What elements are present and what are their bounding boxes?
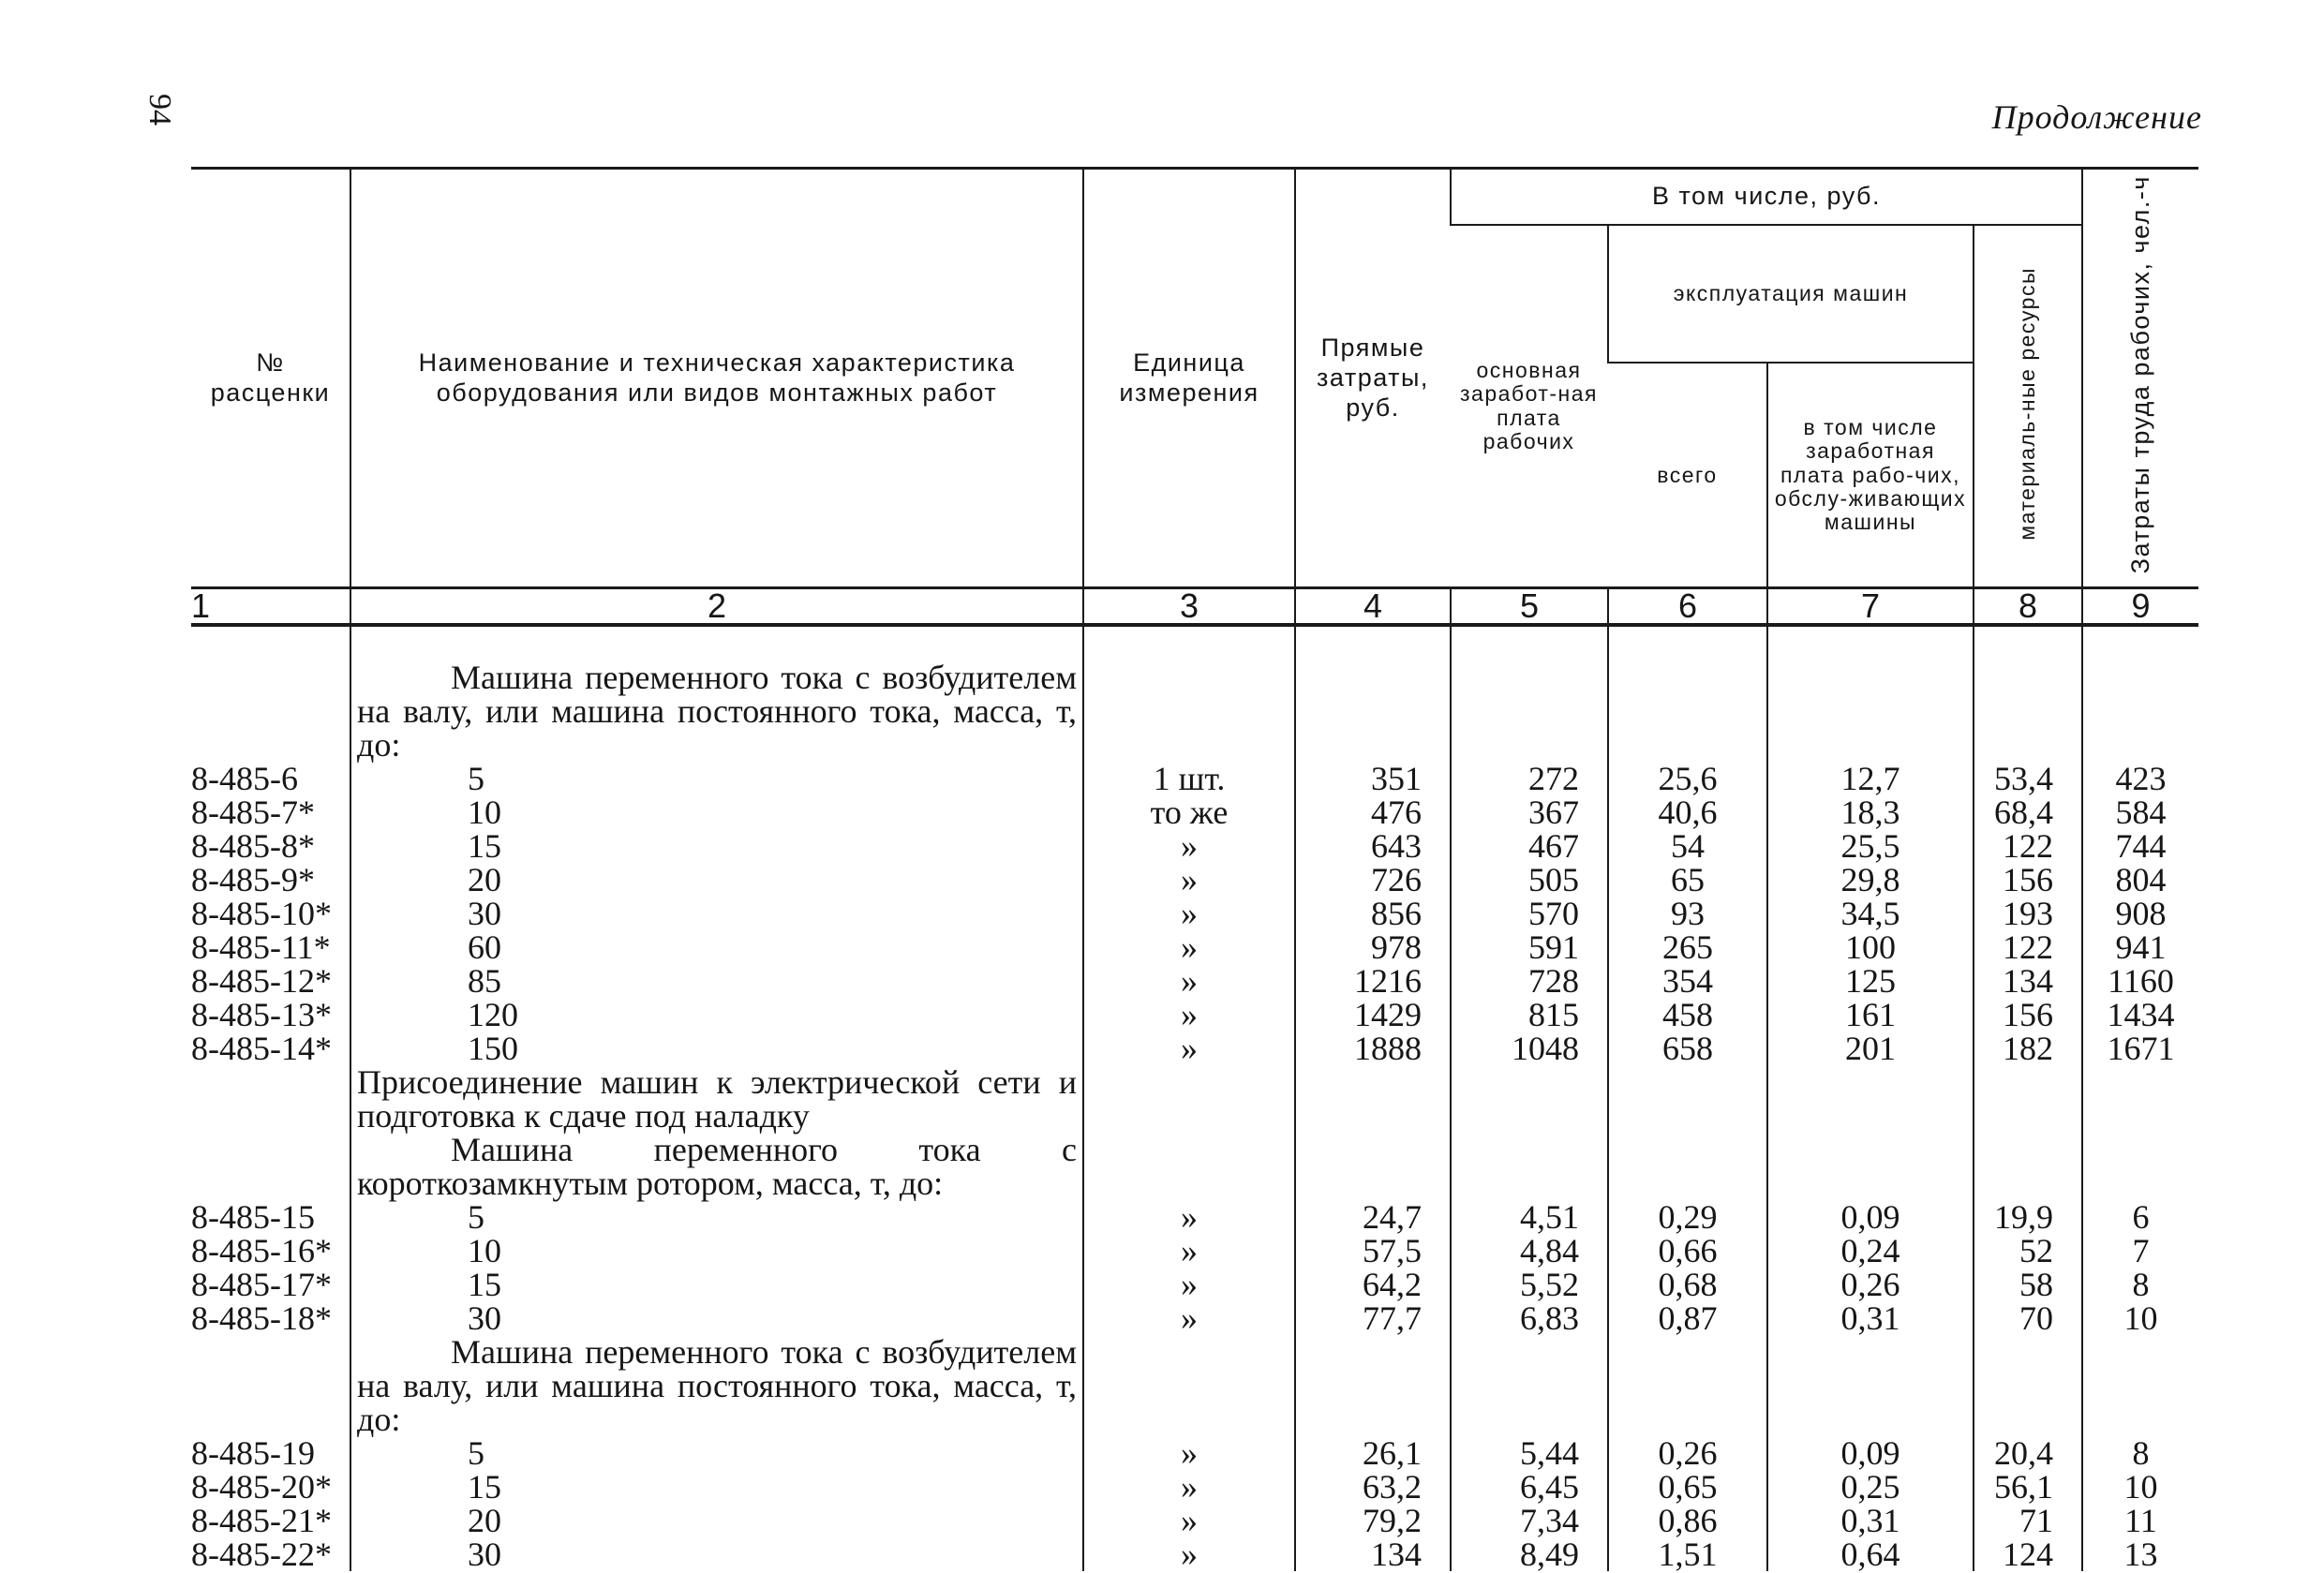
header-rate-number: № расценки xyxy=(191,169,350,588)
machines-wages-value: 0,24 xyxy=(1767,1234,1974,1268)
machines-wages-value: 0,09 xyxy=(1767,1200,1974,1234)
base-wages-value: 5,52 xyxy=(1451,1268,1608,1301)
base-wages-value: 1048 xyxy=(1451,1031,1608,1065)
unit-value: » xyxy=(1083,863,1295,897)
rate-code: 8-485-11* xyxy=(191,928,331,967)
machines-total-value: 658 xyxy=(1608,1031,1767,1065)
machines-wages-value: 161 xyxy=(1767,998,1974,1031)
mass-value: 30 xyxy=(350,1537,1083,1571)
machines-wages-value: 34,5 xyxy=(1767,897,1974,930)
machines-wages-value: 201 xyxy=(1767,1031,1974,1065)
header-machines-group: эксплуатация машин xyxy=(1608,225,1974,363)
table-row xyxy=(191,1504,2198,1537)
column-number: 4 xyxy=(1295,588,1451,626)
machines-total-value: 54 xyxy=(1608,829,1767,863)
unit-value: 1 шт. xyxy=(1083,762,1295,795)
continuation-label: Продолжение xyxy=(1991,98,2202,136)
base-wages-value: 505 xyxy=(1451,863,1608,897)
direct-costs-value: 1429 xyxy=(1295,998,1451,1031)
machines-wages-value: 25,5 xyxy=(1767,829,1974,863)
unit-value: » xyxy=(1083,1301,1295,1335)
rate-code: 8-485-7* xyxy=(191,794,315,832)
materials-value: 122 xyxy=(1974,930,2082,964)
labor-value: 13 xyxy=(2082,1537,2198,1571)
machines-wages-value: 0,31 xyxy=(1767,1301,1974,1335)
machines-wages-value: 12,7 xyxy=(1767,762,1974,795)
base-wages-value: 5,44 xyxy=(1451,1436,1608,1470)
base-wages-value: 7,34 xyxy=(1451,1504,1608,1537)
machines-total-value: 0,86 xyxy=(1608,1504,1767,1537)
labor-value: 10 xyxy=(2082,1301,2198,1335)
materials-value: 70 xyxy=(1974,1301,2082,1335)
header-labor-costs-text: Затраты труда рабочих, чел.-ч xyxy=(2125,175,2154,574)
machines-wages-value: 0,31 xyxy=(1767,1504,1974,1537)
column-number: 8 xyxy=(1974,588,2082,626)
machines-total-value: 93 xyxy=(1608,897,1767,930)
rate-code: 8-485-10* xyxy=(191,895,332,933)
direct-costs-value: 1888 xyxy=(1295,1031,1451,1065)
direct-costs-value: 26,1 xyxy=(1295,1436,1451,1470)
mass-value: 85 xyxy=(350,964,1083,998)
materials-value: 122 xyxy=(1974,829,2082,863)
header-materials-text: материаль-ные ресурсы xyxy=(2015,267,2040,541)
table-row xyxy=(191,1301,2198,1335)
materials-value: 53,4 xyxy=(1974,762,2082,795)
machines-wages-value: 0,26 xyxy=(1767,1268,1974,1301)
section-heading-row xyxy=(191,660,2198,762)
mass-value: 30 xyxy=(350,1301,1083,1335)
direct-costs-value: 64,2 xyxy=(1295,1268,1451,1301)
table-row xyxy=(191,829,2198,863)
machines-total-value: 0,29 xyxy=(1608,1200,1767,1234)
direct-costs-value: 351 xyxy=(1295,762,1451,795)
rate-code: 8-485-18* xyxy=(191,1299,332,1338)
unit-value: » xyxy=(1083,1537,1295,1571)
labor-value: 1434 xyxy=(2082,998,2198,1031)
column-number: 5 xyxy=(1451,588,1608,626)
base-wages-value: 272 xyxy=(1451,762,1608,795)
table-header xyxy=(191,169,2198,588)
table-row xyxy=(191,1031,2198,1065)
unit-value: » xyxy=(1083,998,1295,1031)
table-row xyxy=(191,964,2198,998)
labor-value: 744 xyxy=(2082,829,2198,863)
machines-wages-value: 0,64 xyxy=(1767,1537,1974,1571)
mass-value: 20 xyxy=(350,863,1083,897)
table-row xyxy=(191,897,2198,930)
mass-value: 5 xyxy=(350,1200,1083,1234)
rate-code: 8-485-21* xyxy=(191,1502,332,1540)
base-wages-value: 591 xyxy=(1451,930,1608,964)
unit-value: » xyxy=(1083,897,1295,930)
unit-value: » xyxy=(1083,1436,1295,1470)
table-row xyxy=(191,863,2198,897)
base-wages-value: 4,51 xyxy=(1451,1200,1608,1234)
base-wages-value: 4,84 xyxy=(1451,1234,1608,1268)
direct-costs-value: 57,5 xyxy=(1295,1234,1451,1268)
machines-total-value: 265 xyxy=(1608,930,1767,964)
labor-value: 584 xyxy=(2082,795,2198,829)
labor-value: 804 xyxy=(2082,863,2198,897)
section-heading: Машина переменного тока с возбудителем на валу, или машина постоянного тока, масса, т, до: xyxy=(357,659,1077,764)
direct-costs-value: 77,7 xyxy=(1295,1301,1451,1335)
labor-value: 941 xyxy=(2082,930,2198,964)
machines-total-value: 0,87 xyxy=(1608,1301,1767,1335)
column-number: 1 xyxy=(191,588,350,626)
rate-code: 8-485-13* xyxy=(191,996,332,1034)
header-machines-wages: в том числе заработная плата рабо-чих, обслу-живающих машины xyxy=(1767,363,1974,587)
materials-value: 156 xyxy=(1974,998,2082,1031)
table-row xyxy=(191,1436,2198,1470)
direct-costs-value: 1216 xyxy=(1295,964,1451,998)
column-number: 9 xyxy=(2082,588,2198,626)
unit-value: » xyxy=(1083,1200,1295,1234)
labor-value: 1160 xyxy=(2082,964,2198,998)
header-name: Наименование и техническая характеристика оборудования или видов монтажных работ xyxy=(350,169,1083,588)
header-unit: Единица измерения xyxy=(1083,169,1295,588)
base-wages-value: 815 xyxy=(1451,998,1608,1031)
labor-value: 908 xyxy=(2082,897,2198,930)
header-labor-costs xyxy=(2082,169,2198,588)
spacer-row xyxy=(191,625,2198,660)
labor-value: 1671 xyxy=(2082,1031,2198,1065)
materials-value: 58 xyxy=(1974,1268,2082,1301)
machines-total-value: 25,6 xyxy=(1608,762,1767,795)
table-row xyxy=(191,930,2198,964)
mass-value: 15 xyxy=(350,1268,1083,1301)
base-wages-value: 8,49 xyxy=(1451,1537,1608,1571)
machines-wages-value: 0,25 xyxy=(1767,1470,1974,1504)
unit-value: » xyxy=(1083,829,1295,863)
price-table xyxy=(191,167,2198,1571)
section-heading: Присоединение машин к электрической сети и подготовка к сдаче под наладку xyxy=(357,1063,1077,1135)
rate-code: 8-485-19 xyxy=(191,1434,315,1473)
direct-costs-value: 79,2 xyxy=(1295,1504,1451,1537)
column-number: 2 xyxy=(350,588,1083,626)
machines-wages-value: 100 xyxy=(1767,930,1974,964)
unit-value: то же xyxy=(1083,795,1295,829)
labor-value: 7 xyxy=(2082,1234,2198,1268)
mass-value: 150 xyxy=(350,1031,1083,1065)
direct-costs-value: 476 xyxy=(1295,795,1451,829)
materials-value: 71 xyxy=(1974,1504,2082,1537)
machines-wages-value: 125 xyxy=(1767,964,1974,998)
direct-costs-value: 978 xyxy=(1295,930,1451,964)
machines-total-value: 458 xyxy=(1608,998,1767,1031)
direct-costs-value: 856 xyxy=(1295,897,1451,930)
header-base-wages: основная заработ-ная плата рабочих xyxy=(1459,358,1599,453)
machines-total-value: 0,66 xyxy=(1608,1234,1767,1268)
materials-value: 19,9 xyxy=(1974,1200,2082,1234)
unit-value: » xyxy=(1083,964,1295,998)
direct-costs-value: 726 xyxy=(1295,863,1451,897)
section-heading: Машина переменного тока с короткозамкнутым ротором, масса, т, до: xyxy=(357,1131,1077,1203)
unit-value: » xyxy=(1083,1470,1295,1504)
table-row xyxy=(191,1537,2198,1571)
column-number: 6 xyxy=(1608,588,1767,626)
table-row xyxy=(191,1268,2198,1301)
materials-value: 156 xyxy=(1974,863,2082,897)
unit-value: » xyxy=(1083,1234,1295,1268)
rate-code: 8-485-12* xyxy=(191,962,332,1001)
rate-code: 8-485-6 xyxy=(191,760,298,798)
rate-code: 8-485-15 xyxy=(191,1198,315,1237)
labor-value: 423 xyxy=(2082,762,2198,795)
direct-costs-value: 63,2 xyxy=(1295,1470,1451,1504)
mass-value: 120 xyxy=(350,998,1083,1031)
mass-value: 60 xyxy=(350,930,1083,964)
table-row xyxy=(191,1470,2198,1504)
header-including-group: В том числе, руб. xyxy=(1451,169,2082,226)
base-wages-value: 570 xyxy=(1451,897,1608,930)
table-row xyxy=(191,1234,2198,1268)
materials-value: 124 xyxy=(1974,1537,2082,1571)
header-materials xyxy=(1974,225,2082,588)
machines-total-value: 0,68 xyxy=(1608,1268,1767,1301)
rate-code: 8-485-9* xyxy=(191,861,315,899)
rate-code: 8-485-8* xyxy=(191,827,315,866)
labor-value: 11 xyxy=(2082,1504,2198,1537)
materials-value: 52 xyxy=(1974,1234,2082,1268)
base-wages-value: 467 xyxy=(1451,829,1608,863)
machines-wages-value: 0,09 xyxy=(1767,1436,1974,1470)
section-heading: Машина переменного тока с возбудителем на валу, или машина постоянного тока, масса, т, до: xyxy=(357,1333,1077,1439)
materials-value: 182 xyxy=(1974,1031,2082,1065)
unit-value: » xyxy=(1083,1268,1295,1301)
column-number: 7 xyxy=(1767,588,1974,626)
labor-value: 6 xyxy=(2082,1200,2198,1234)
machines-wages-value: 29,8 xyxy=(1767,863,1974,897)
unit-value: » xyxy=(1083,1031,1295,1065)
machines-total-value: 0,65 xyxy=(1608,1470,1767,1504)
rate-code: 8-485-14* xyxy=(191,1030,332,1068)
machines-total-value: 354 xyxy=(1608,964,1767,998)
mass-value: 10 xyxy=(350,795,1083,829)
materials-value: 134 xyxy=(1974,964,2082,998)
page-number: 94 xyxy=(142,94,177,126)
base-wages-value: 728 xyxy=(1451,964,1608,998)
labor-value: 8 xyxy=(2082,1268,2198,1301)
column-number: 3 xyxy=(1083,588,1295,626)
table-body xyxy=(191,588,2198,1572)
mass-value: 10 xyxy=(350,1234,1083,1268)
mass-value: 5 xyxy=(350,1436,1083,1470)
unit-value: » xyxy=(1083,1504,1295,1537)
labor-value: 10 xyxy=(2082,1470,2198,1504)
table-row xyxy=(191,998,2198,1031)
materials-value: 56,1 xyxy=(1974,1470,2082,1504)
base-wages-value: 367 xyxy=(1451,795,1608,829)
base-wages-value: 6,83 xyxy=(1451,1301,1608,1335)
mass-value: 20 xyxy=(350,1504,1083,1537)
section-heading-row xyxy=(191,1133,2198,1200)
base-wages-value: 6,45 xyxy=(1451,1470,1608,1504)
table-row xyxy=(191,762,2198,795)
direct-costs-value: 643 xyxy=(1295,829,1451,863)
mass-value: 5 xyxy=(350,762,1083,795)
rate-code: 8-485-22* xyxy=(191,1536,332,1573)
header-direct-costs: Прямые затраты, руб. xyxy=(1295,169,1451,588)
materials-value: 20,4 xyxy=(1974,1436,2082,1470)
mass-value: 15 xyxy=(350,1470,1083,1504)
column-numbers-row xyxy=(191,588,2198,626)
materials-value: 193 xyxy=(1974,897,2082,930)
mass-value: 15 xyxy=(350,829,1083,863)
machines-total-value: 1,51 xyxy=(1608,1537,1767,1571)
rate-code: 8-485-20* xyxy=(191,1468,332,1506)
unit-value: » xyxy=(1083,930,1295,964)
machines-total-value: 0,26 xyxy=(1608,1436,1767,1470)
section-heading-row xyxy=(191,1335,2198,1436)
materials-value: 68,4 xyxy=(1974,795,2082,829)
header-machines-total: всего xyxy=(1657,462,1718,487)
direct-costs-value: 134 xyxy=(1295,1537,1451,1571)
rate-code: 8-485-17* xyxy=(191,1266,332,1304)
table-row xyxy=(191,1200,2198,1234)
table-row xyxy=(191,795,2198,829)
machines-total-value: 65 xyxy=(1608,863,1767,897)
rate-code: 8-485-16* xyxy=(191,1232,332,1270)
machines-wages-value: 18,3 xyxy=(1767,795,1974,829)
machines-total-value: 40,6 xyxy=(1608,795,1767,829)
section-heading-row xyxy=(191,1065,2198,1133)
labor-value: 8 xyxy=(2082,1436,2198,1470)
direct-costs-value: 24,7 xyxy=(1295,1200,1451,1234)
mass-value: 30 xyxy=(350,897,1083,930)
